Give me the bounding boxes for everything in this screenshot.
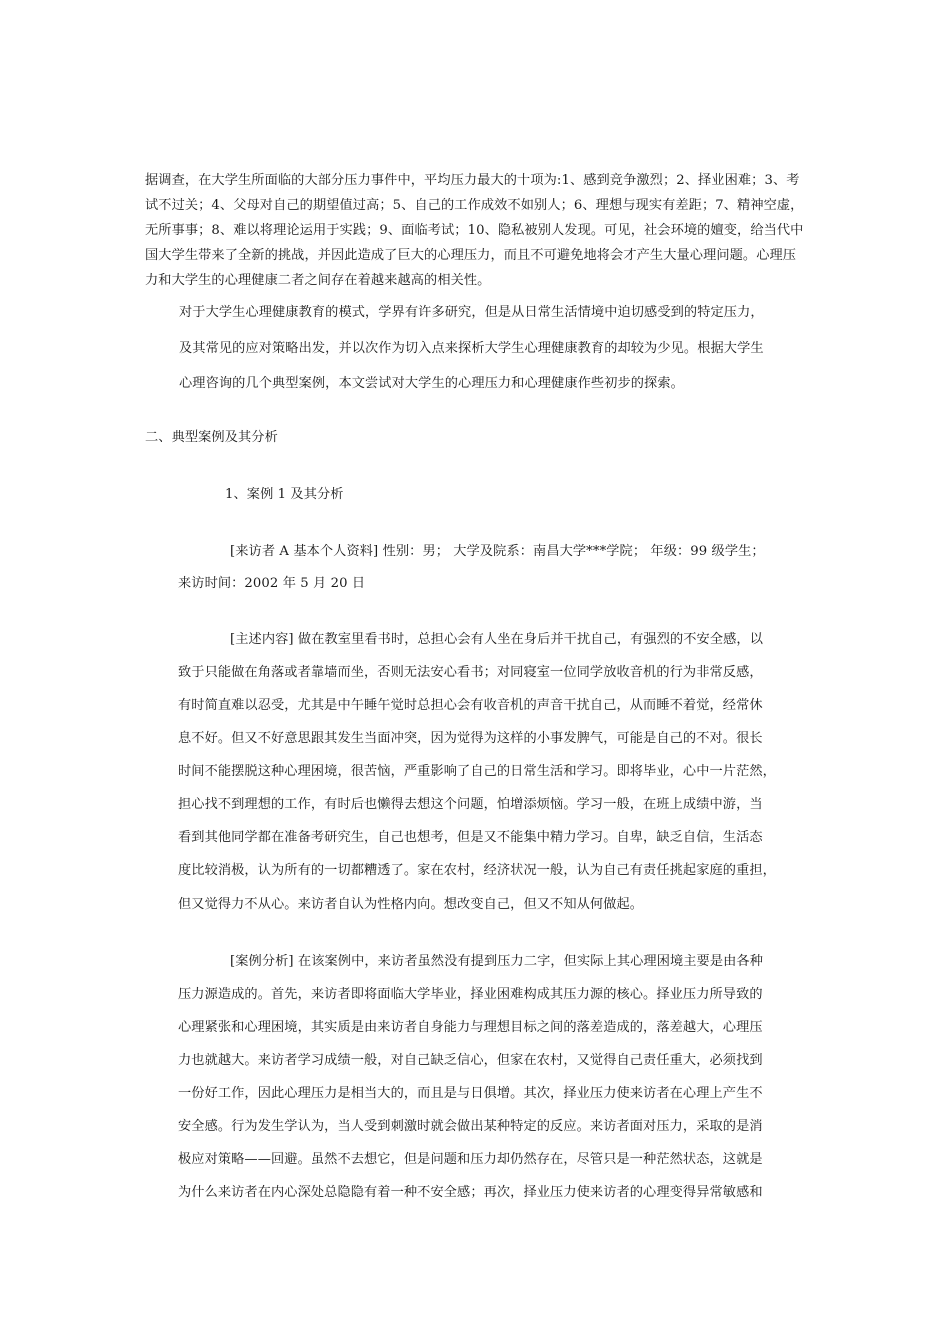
text-line: [案例分析] 在该案例中，来访者虽然没有提到压力二字，但实际上其心理困境主要是由各种 — [230, 954, 763, 969]
text-line: 看到其他同学都在准备考研究生，自己也想考，但是又不能集中精力学习。自卑，缺乏自信，生活态 — [178, 830, 763, 845]
text-line: 心理紧张和心理困境，其实质是由来访者自身能力与理想目标之间的落差造成的，落差越大，心理压 — [178, 1020, 763, 1035]
text-line: 度比较消极，认为所有的一切都糟透了。家在农村，经济状况一般，认为自己有责任挑起家庭的重担， — [178, 863, 776, 878]
text-line: 据调查，在大学生所面临的大部分压力事件中，平均压力最大的十项为:1、感到竞争激烈；2、择业困难；3、考 — [145, 173, 800, 188]
text-line: 压力源造成的。首先，来访者即将面临大学毕业，择业困难构成其压力源的核心。择业压力所导致的 — [178, 987, 763, 1002]
text-line: 国大学生带来了全新的挑战，并因此造成了巨大的心理压力，而且不可避免地将会才产生大量心理问题。心理压 — [145, 248, 797, 263]
text-line: 时间不能摆脱这种心理困境，很苦恼，严重影响了自己的日常生活和学习。即将毕业，心中一片茫然， — [178, 764, 776, 779]
text-line: 心理咨询的几个典型案例，本文尝试对大学生的心理压力和心理健康作些初步的探索。 — [179, 376, 684, 391]
text-line: 及其常见的应对策略出发，并以次作为切入点来探析大学生心理健康教育的却较为少见。根据大学生 — [179, 341, 764, 356]
text-line: [主述内容] 做在教室里看书时，总担心会有人坐在身后并干扰自己，有强烈的不安全感，以 — [230, 632, 763, 647]
text-line: 息不好。但又不好意思跟其发生当面冲突，因为觉得为这样的小事发脾气，可能是自己的不对。很长 — [178, 731, 763, 746]
text-line: 有时简直难以忍受，尤其是中午睡午觉时总担心会有收音机的声音干扰自己，从而睡不着觉，经常休 — [178, 698, 763, 713]
text-line: 致于只能做在角落或者靠墙而坐，否则无法安心看书；对同寝室一位同学放收音机的行为非常反感， — [178, 665, 763, 680]
text-line: 担心找不到理想的工作，有时后也懒得去想这个问题，怕增添烦恼。学习一般，在班上成绩中游，当 — [178, 797, 763, 812]
text-line: 来访时间：2002 年 5 月 20 日 — [178, 576, 366, 591]
section-heading: 二、典型案例及其分析 — [145, 430, 278, 445]
case-heading: 1、案例 1 及其分析 — [225, 487, 344, 502]
text-line: 试不过关；4、父母对自己的期望值过高；5、自己的工作成效不如别人；6、理想与现实有差距；7、精神空虚， — [145, 198, 804, 213]
text-line: [来访者 A 基本个人资料] 性别：男； 大学及院系：南昌大学***学院； 年级：99 级学生； — [230, 544, 765, 559]
text-line: 力和大学生的心理健康二者之间存在着越来越高的相关性。 — [145, 273, 491, 288]
text-line: 无所事事；8、难以将理论运用于实践；9、面临考试；10、隐私被别人发现。可见，社会环境的嬗变，给当代中 — [145, 223, 804, 238]
text-line: 安全感。行为发生学认为，当人受到刺激时就会做出某种特定的反应。来访者面对压力，采取的是消 — [178, 1119, 763, 1134]
text-line: 但又觉得力不从心。来访者自认为性格内向。想改变自己，但又不知从何做起。 — [178, 897, 644, 912]
text-line: 力也就越大。来访者学习成绩一般，对自己缺乏信心，但家在农村，又觉得自己责任重大，必须找到 — [178, 1053, 763, 1068]
text-line: 极应对策略——回避。虽然不去想它，但是问题和压力却仍然存在，尽管只是一种茫然状态，这就是 — [178, 1152, 763, 1167]
text-line: 对于大学生心理健康教育的模式，学界有许多研究，但是从日常生活情境中迫切感受到的特定压力， — [179, 305, 764, 320]
text-line: 一份好工作，因此心理压力是相当大的，而且是与日俱增。其次，择业压力使来访者在心理上产生不 — [178, 1086, 763, 1101]
text-line: 为什么来访者在内心深处总隐隐有着一种不安全感；再次，择业压力使来访者的心理变得异常敏感和 — [178, 1185, 763, 1200]
